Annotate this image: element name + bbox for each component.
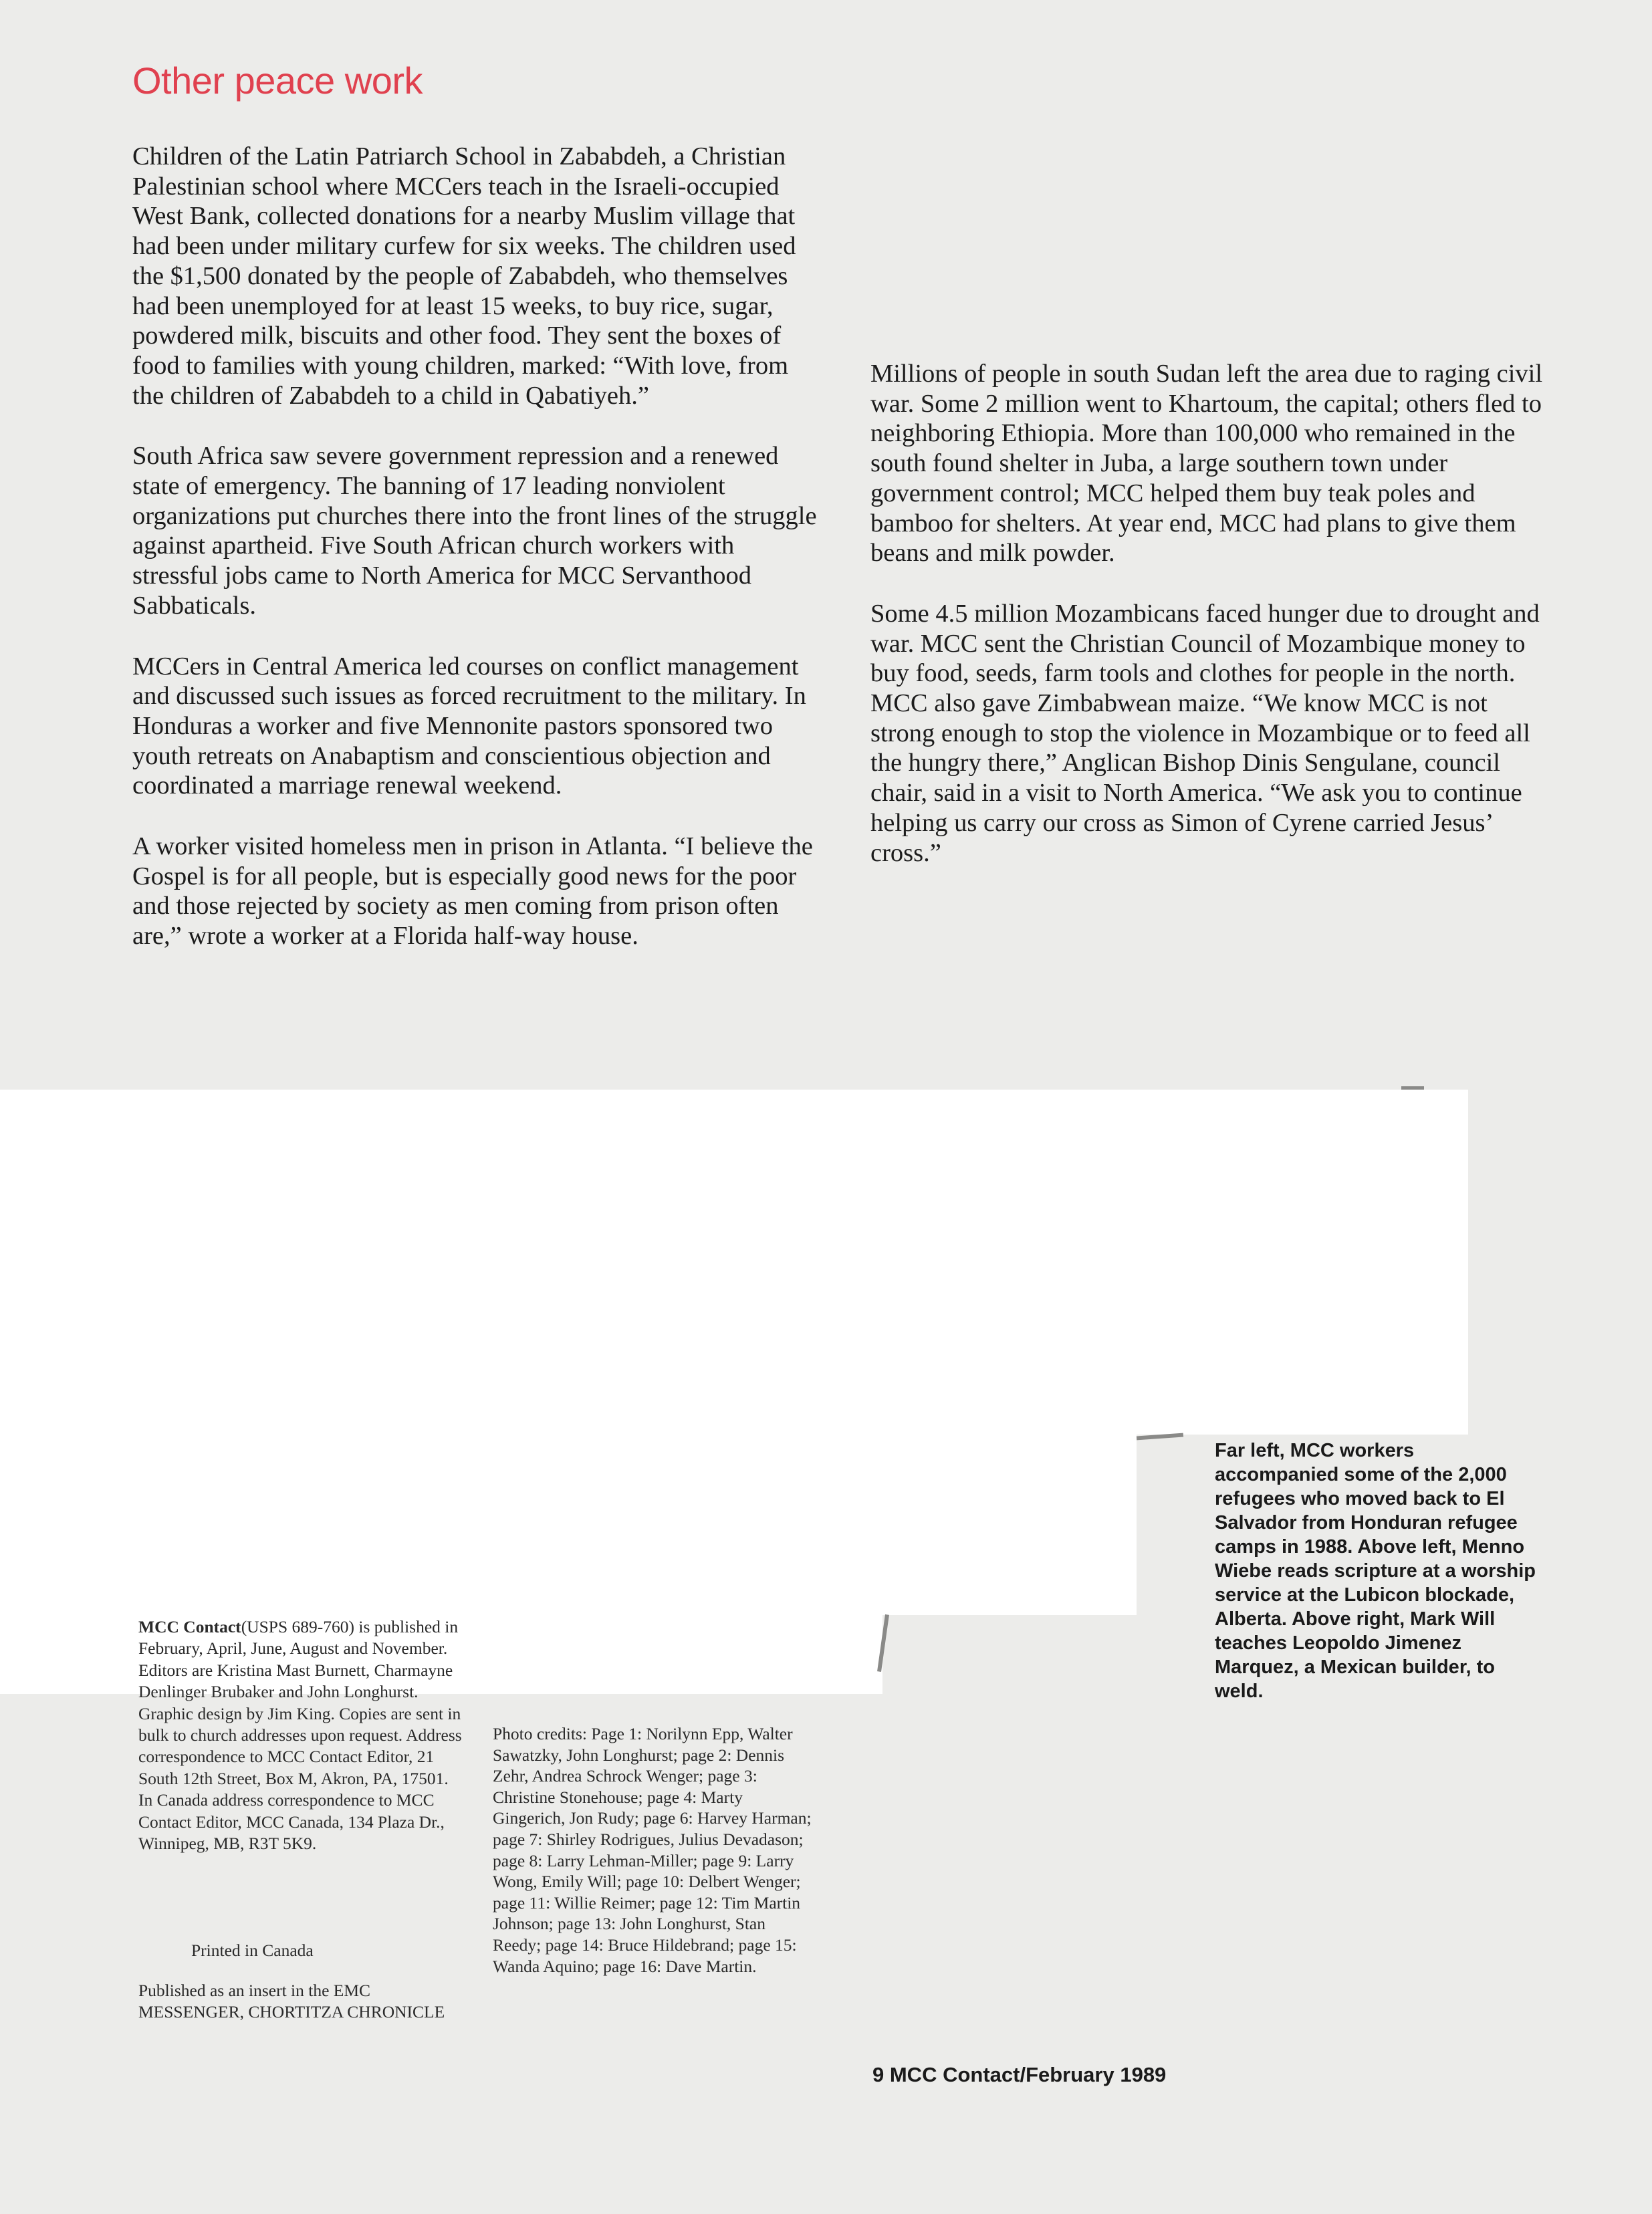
printed-in-note: Printed in Canada — [191, 1941, 314, 1960]
paragraph-sudan: Millions of people in south Sudan left the area due to raging civil war. Some 2 million went to Khartoum, the capital; others fled to neighboring Ethiopia. More than 100,000 who remained in the south found shelter in Juba, a large southern town under government control; MCC helped them buy teak poles and bamboo for shelters. At year end, MCC had plans to give them beans and milk powder. — [870, 360, 1543, 568]
masthead-info — [138, 1616, 463, 1854]
paragraph-zababdeh: Children of the Latin Patriarch School in Zababdeh, a Christian Palestinian school where MCCers teach in the Israeli-occupied West Bank, collected donations for a nearby Muslim village that had been under military curfew for six weeks. The children used the $1,500 donated by the people of Zababdeh, who themselves had been unemployed for at least 15 weeks, to buy rice, sugar, powdered milk, biscuits and other food. They sent the boxes of food to families with young children, marked: “With love, from the children of Zababdeh to a child in Qabatiyeh.” — [132, 142, 796, 410]
left-article-column — [132, 142, 821, 982]
photo-placeholder-region — [0, 1368, 1468, 1435]
photo-edge-mark — [1401, 1086, 1424, 1090]
page-footer: 9 MCC Contact/February 1989 — [872, 2063, 1167, 2086]
published-as-note: Published as an insert in the EMC MESSENGER, CHORTITZA CHRONICLE — [138, 1981, 445, 2021]
publication-name: MCC Contact — [138, 1617, 241, 1636]
masthead-text: (USPS 689-760) is published in February, April, June, August and November. Editors are Kristina Mast Burnett, Charmayne Denlinger Brubaker and John Longhurst. Graphic design by Jim King. Copies are sent in bulk to church addresses upon request. Address correspondence to MCC Contact Editor, 21 South 12th Street, Box M, Akron, PA, 17501. In Canada address correspondence to MCC Contact Editor, MCC Canada, 134 Plaza Dr., Winnipeg, MB, R3T 5K9. — [138, 1617, 462, 1854]
photo-credits: Photo credits: Page 1: Norilynn Epp, Walter Sawatzky, John Longhurst; page 2: Dennis Zehr, Andrea Schrock Wenger; page 3: Christine Stonehouse; page 4: Marty Gingerich, Jon Rudy; page 6: Harvey Harman; page 7: Shirley Rodrigues, Julius Devadason; page 8: Larry Lehman-Miller; page 9: Larry Wong, Emily Will; page 10: Delbert Wenger; page 11: Willie Reimer; page 12: Tim Martin Johnson; page 13: John Longhurst, Stan Reedy; page 14: Bruce Hildebrand; page 15: Wanda Aquino; page 16: Dave Martin. — [493, 1724, 812, 1976]
photo-caption: Far left, MCC workers accompanied some of the 2,000 refugees who moved back to El Salvador from Honduran refugee camps in 1988. Above left, Menno Wiebe reads scripture at a worship service at the Lubicon blockade, Alberta. Above right, Mark Will teaches Leopoldo Jimenez Marquez, a Mexican builder, to weld. — [1215, 1440, 1536, 1702]
right-article-column — [870, 359, 1546, 898]
paragraph-central-america: MCCers in Central America led courses on conflict management and discussed such issues as forced recruitment to the military. In Honduras a worker and five Mennonite pastors sponsored two youth retreats on Anabaptism and conscientious objection and coordinated a marriage renewal weekend. — [132, 652, 806, 800]
paragraph-atlanta-prison: A worker visited homeless men in prison in Atlanta. “I believe the Gospel is for all people, but is especially good news for the poor and those rejected by society as men coming from prison often are,” wrote a worker at a Florida half-way house. — [132, 832, 813, 951]
photo-placeholder-region — [0, 1090, 1468, 1369]
paragraph-mozambique: Some 4.5 million Mozambicans faced hunger due to drought and war. MCC sent the Christian Council of Mozambique money to buy food, seeds, farm tools and clothes for people in the north. MCC also gave Zimbabwean maize. “We know MCC is not strong enough to stop the violence in Mozambique or to feed all the hungry there,” Anglican Bishop Dinis Sengulane, council chair, said in a visit to North America. “We ask you to continue helping us carry our cross as Simon of Cyrene carried Jesus’ cross.” — [870, 599, 1540, 867]
section-heading: Other peace work — [132, 59, 423, 102]
paragraph-south-africa: South Africa saw severe government repression and a renewed state of emergency. The banning of 17 leading nonviolent organizations put churches there into the front lines of the struggle against apartheid. Five South African church workers with stressful jobs came to North America for MCC Servanthood Sabbaticals. — [132, 442, 817, 620]
photo-placeholder-region — [0, 1435, 1137, 1615]
